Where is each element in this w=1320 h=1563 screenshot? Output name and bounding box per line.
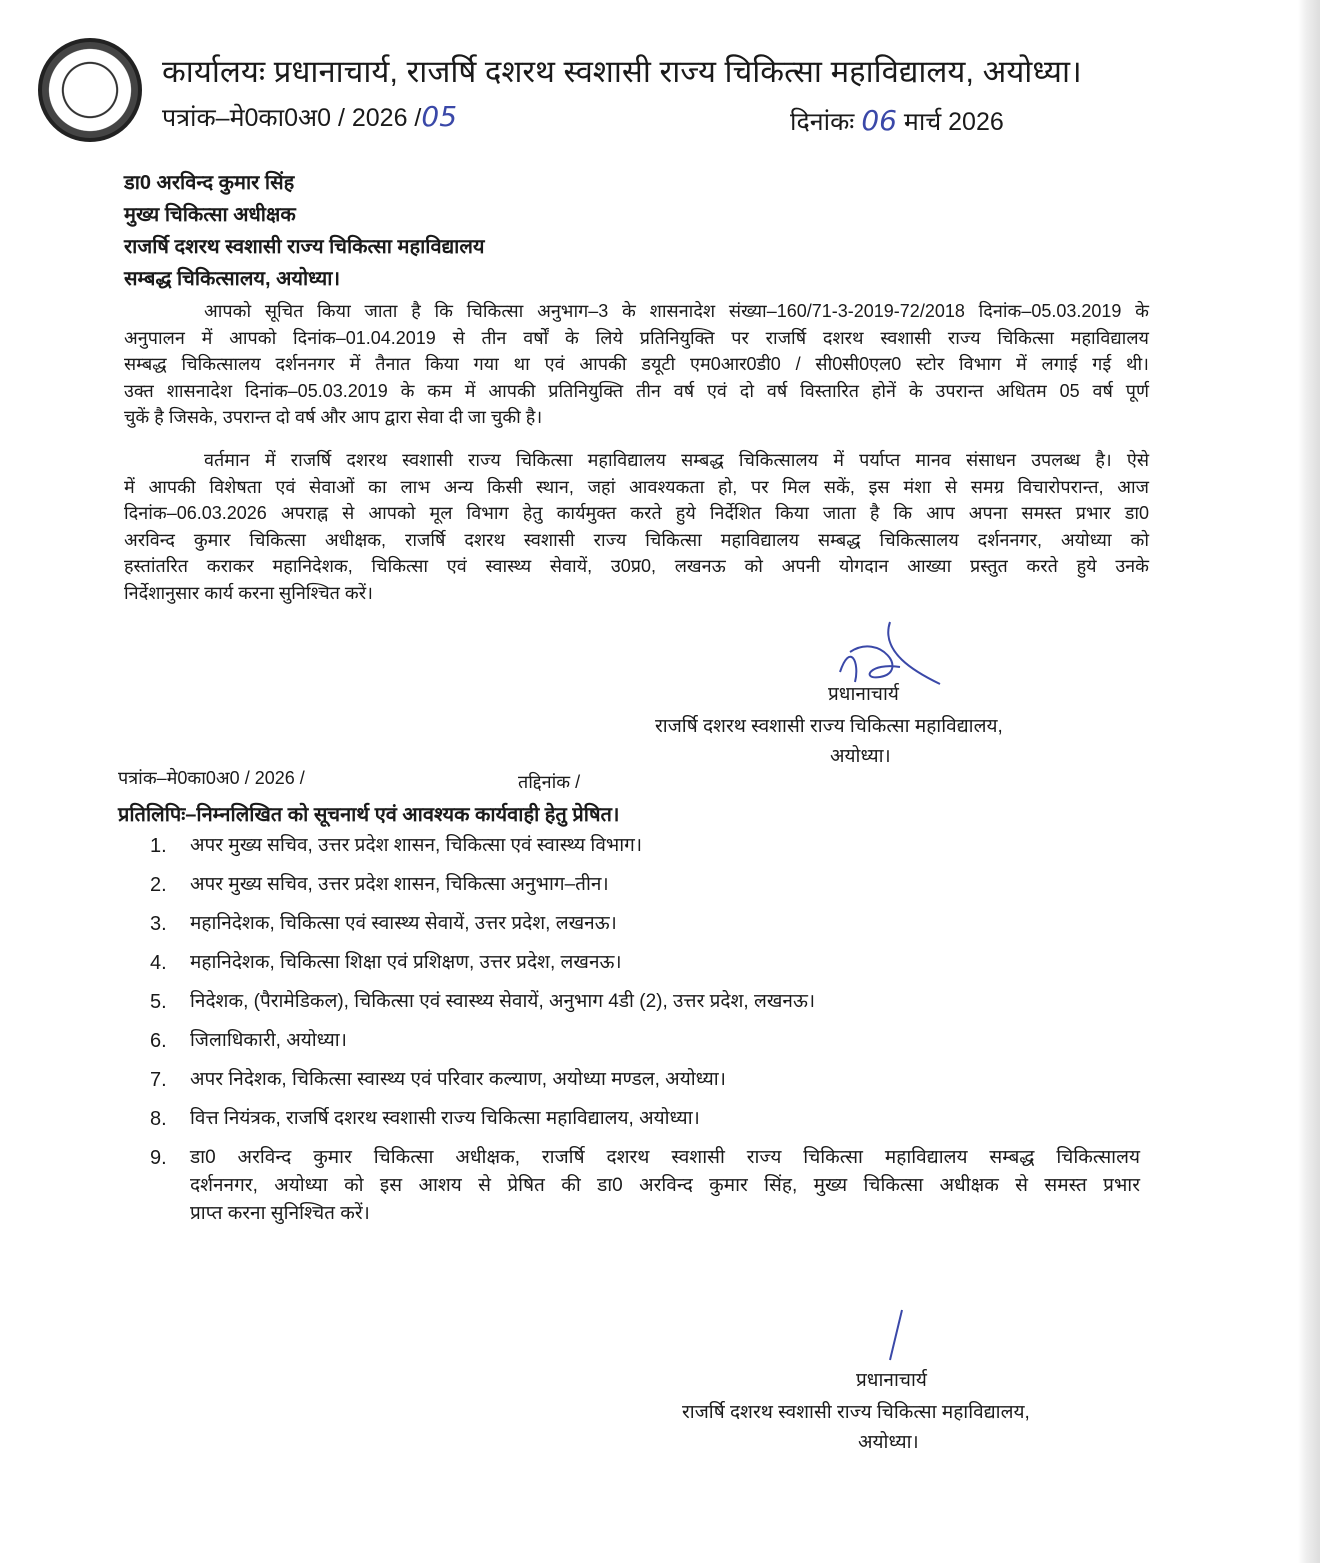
date-suffix: मार्च 2026	[903, 108, 1004, 136]
list-item	[150, 1027, 1140, 1055]
signature2-institution: राजर्षि दशरथ स्वशासी राज्य चिकित्सा महाविद्यालय,	[682, 1402, 1030, 1423]
item-number: 9.	[150, 1147, 167, 1169]
item-text: जिलाधिकारी, अयोध्या।	[190, 1030, 347, 1051]
item-number: 2.	[150, 874, 167, 896]
item-text: महानिदेशक, चिकित्सा एवं स्वास्थ्य सेवायें, उत्तर प्रदेश, लखनऊ।	[190, 913, 617, 934]
item-number: 6.	[150, 1030, 167, 1052]
list-item	[150, 1144, 1140, 1228]
addressee-location: सम्बद्ध चिकित्सालय, अयोध्या।	[124, 268, 341, 290]
body-paragraph-2	[124, 447, 1149, 606]
para-line: चुकें है जिसके, उपरान्त दो वर्ष और आप द्वारा सेवा दी जा चुकी है।	[124, 407, 543, 427]
page-edge-shadow	[1298, 0, 1320, 1563]
principal-signature-2	[880, 1305, 910, 1365]
item-text: महानिदेशक, चिकित्सा शिक्षा एवं प्रशिक्षण, उत्तर प्रदेश, लखनऊ।	[190, 952, 622, 973]
para-line: उक्त शासनादेश दिनांक–05.03.2019 के कम में आपकी प्रतिनियुक्ति तीन वर्ष एवं दो वर्ष विस्तारित होनें के उपरान्त अधितम 05 वर्ष पूर्ण	[124, 380, 1149, 401]
signature1-city: अयोध्या।	[830, 746, 891, 767]
letter-reference	[162, 100, 457, 134]
signature2-designation: प्रधानाचार्य	[856, 1370, 927, 1391]
item-number: 7.	[150, 1069, 167, 1091]
copy-recipient-list	[150, 832, 1140, 1239]
office-title: कार्यालयः प्रधानाचार्य, राजर्षि दशरथ स्वशासी राज्य चिकित्सा महाविद्यालय, अयोध्या।	[162, 54, 1082, 89]
college-seal-logo	[38, 38, 142, 142]
letter-date	[790, 104, 1004, 138]
list-item	[150, 910, 1140, 938]
signature1-institution: राजर्षि दशरथ स्वशासी राज्य चिकित्सा महाविद्यालय,	[655, 716, 1003, 737]
date-day-handwritten: 06	[861, 104, 897, 137]
item-text: वित्त नियंत्रक, राजर्षि दशरथ स्वशासी राज्य चिकित्सा महाविद्यालय, अयोध्या।	[190, 1108, 700, 1129]
ref-number-handwritten: 05	[421, 100, 458, 133]
para-line: में आपकी विशेषता एवं सेवाओं का लाभ अन्य किसी स्थान, जहां आवश्यकता हो, पर मिल सकें, इस मंशा से समग्र विचारोपरान्त, आज	[124, 476, 1149, 497]
item-text: डा0 अरविन्द कुमार चिकित्सा अधीक्षक, राजर्षि दशरथ स्वशासी राज्य चिकित्सा महाविद्यालय सम्बद्ध चिकित्सालय	[190, 1147, 1140, 1168]
item-text: दर्शननगर, अयोध्या को इस आशय से प्रेषित की डा0 अरविन्द कुमार सिंह, मुख्य चिकित्सा अधीक्षक से समस्त प्रभार	[190, 1175, 1140, 1196]
item-text: प्राप्त करना सुनिश्चित करें।	[190, 1203, 370, 1224]
para-line: वर्तमान में राजर्षि दशरथ स्वशासी राज्य चिकित्सा महाविद्यालय सम्बद्ध चिकित्सालय में पर्याप्त मानव संसाधन उपलब्ध है। ऐसे	[204, 450, 1149, 470]
addressee-name: डा0 अरविन्द कुमार सिंह	[124, 172, 295, 194]
copy-date: तद्दिनांक /	[518, 772, 581, 792]
addressee-institution: राजर्षि दशरथ स्वशासी राज्य चिकित्सा महाविद्यालय	[124, 236, 485, 258]
list-item	[150, 949, 1140, 977]
para-line: हस्तांतरित कराकर महानिदेशक, चिकित्सा एवं स्वास्थ्य सेवायें, उ0प्र0, लखनऊ को अपनी योगदान आख्या प्रस्तुत करते हुये उनके	[124, 556, 1149, 576]
item-text: अपर मुख्य सचिव, उत्तर प्रदेश शासन, चिकित्सा अनुभाग–तीन।	[190, 874, 609, 895]
item-number: 8.	[150, 1108, 167, 1130]
item-number: 1.	[150, 835, 167, 857]
list-item	[150, 988, 1140, 1016]
body-paragraph-1	[124, 298, 1149, 431]
addressee-designation: मुख्य चिकित्सा अधीक्षक	[124, 204, 296, 226]
para-line: निर्देशानुसार कार्य करना सुनिश्चित करें।	[124, 582, 373, 603]
ref-prefix: पत्रांक–मे0का0अ0 / 2026 /	[162, 104, 422, 132]
copy-reference: पत्रांक–मे0का0अ0 / 2026 /	[118, 768, 305, 788]
para-line: दिनांक–06.03.2026 अपराह्न से आपको मूल विभाग हेतु कार्यमुक्त करते हुये निर्देशित किया जाता है कि आप अपना समस्त प्रभार डा0	[124, 503, 1149, 523]
signature1-designation: प्रधानाचार्य	[828, 684, 899, 705]
list-item	[150, 1105, 1140, 1133]
list-item	[150, 871, 1140, 899]
item-number: 3.	[150, 913, 167, 935]
item-text: अपर मुख्य सचिव, उत्तर प्रदेश शासन, चिकित्सा एवं स्वास्थ्य विभाग।	[190, 835, 643, 856]
list-item	[150, 832, 1140, 860]
para-line: आपको सूचित किया जाता है कि चिकित्सा अनुभाग–3 के शासनादेश संख्या–160/71-3-2019-72/2018 दिनांक–05.03.2019 के	[204, 301, 1149, 321]
signature2-city: अयोध्या।	[858, 1432, 919, 1453]
para-line: सम्बद्ध चिकित्सालय दर्शननगर में तैनात किया गया था एवं आपकी डयूटी एम0आर0डी0 / सी0सी0एल0 स्टोर विभाग में लगाई गई थी।	[124, 354, 1149, 374]
item-number: 4.	[150, 952, 167, 974]
copy-heading: प्रतिलिपिः–निम्नलिखित को सूचनार्थ एवं आवश्यक कार्यवाही हेतु प्रेषित।	[118, 804, 620, 826]
date-prefix: दिनांकः	[790, 108, 855, 136]
para-line: अनुपालन में आपको दिनांक–01.04.2019 से तीन वर्षों के लिये प्रतिनियुक्ति पर राजर्षि दशरथ स्वशासी राज्य चिकित्सा महाविद्यालय	[124, 327, 1149, 348]
list-item	[150, 1066, 1140, 1094]
item-text: अपर निदेशक, चिकित्सा स्वास्थ्य एवं परिवार कल्याण, अयोध्या मण्डल, अयोध्या।	[190, 1069, 726, 1090]
item-text: निदेशक, (पैरामेडिकल), चिकित्सा एवं स्वास्थ्य सेवायें, अनुभाग 4डी (2), उत्तर प्रदेश, लखनऊ।	[190, 991, 816, 1012]
para-line: अरविन्द कुमार चिकित्सा अधीक्षक, राजर्षि दशरथ स्वशासी राज्य चिकित्सा महाविद्यालय सम्बद्ध चिकित्सालय दर्शननगर, अयोध्या को	[124, 529, 1149, 550]
item-number: 5.	[150, 991, 167, 1013]
